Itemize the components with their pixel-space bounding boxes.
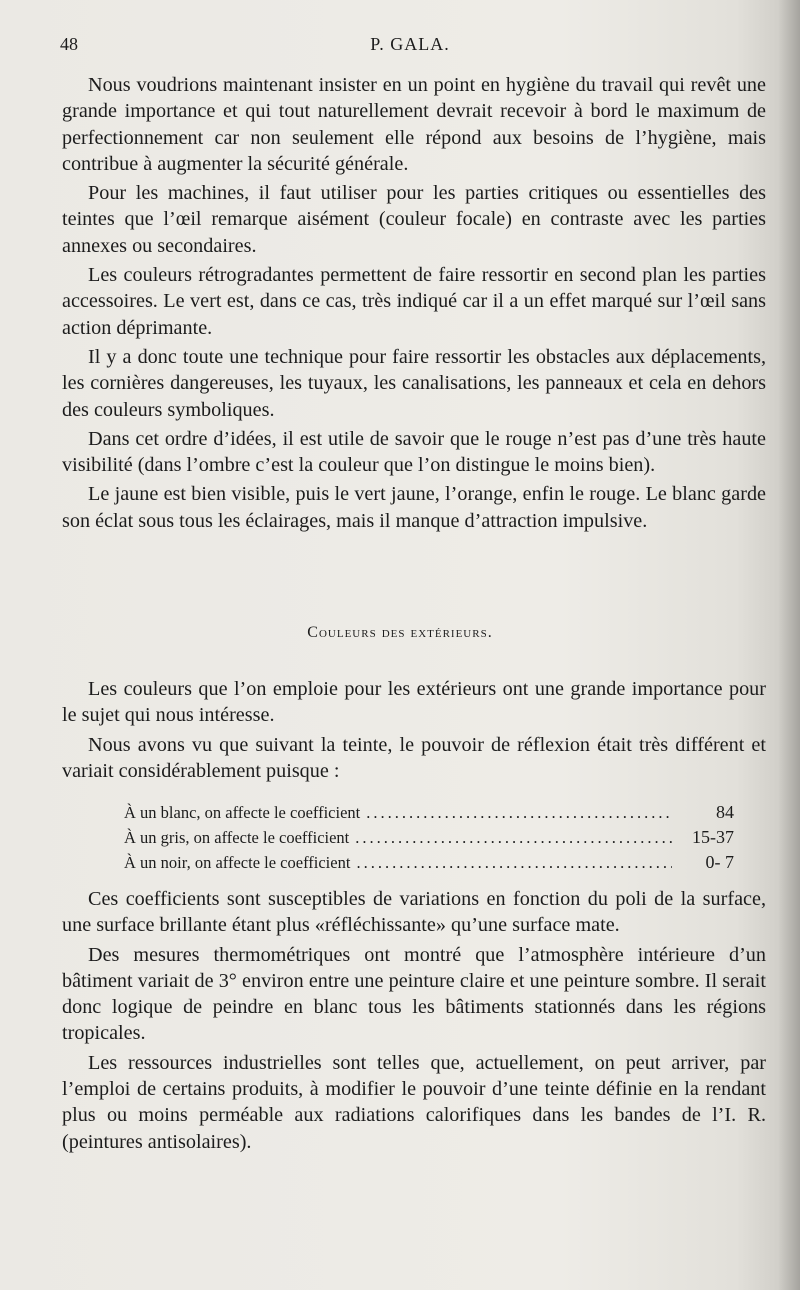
running-head: P. GALA.: [370, 34, 450, 54]
coefficient-row: [124, 825, 734, 850]
paragraph: Pour les machines, il faut utiliser pour les parties critiques ou essentielles des teintes que l’œil remarque aisément (couleur focale) en contraste avec les parties annexes ou secondaires.: [62, 182, 766, 257]
paragraph: Il y a donc toute une technique pour faire ressortir les obstacles aux déplacements, les cornières dangereuses, les tuyaux, les canalisations, les panneaux et cela en dehors des couleurs symboliques.: [62, 345, 766, 421]
body-text-top: [62, 72, 766, 537]
dot-leader: [355, 825, 672, 850]
body-text-middle: [62, 676, 766, 787]
coefficient-label: À un noir, on affecte le coefficient: [124, 853, 351, 872]
page-header: [60, 34, 760, 58]
paragraph: Nous avons vu que suivant la teinte, le pouvoir de réflexion était très différent et variait considérablement puisque :: [62, 733, 766, 782]
dot-leader: [356, 850, 672, 875]
paragraph: Les couleurs que l’on emploie pour les extérieurs ont une grande importance pour le sujet qui nous intéresse.: [62, 678, 766, 727]
dot-leader: [366, 800, 672, 825]
paragraph: Les ressources industrielles sont telles que, actuellement, on peut arriver, par l’emploi de certains produits, à modifier le pouvoir d’une teinte définie en la rendant plus ou moins perméable aux radiations calorifiques dans les bandes de l’I. R. (peintures antisolaires).: [62, 1051, 766, 1153]
page-edge-shadow: [778, 0, 800, 1290]
coefficient-value: 15-37: [692, 827, 734, 847]
coefficient-list: [124, 800, 734, 875]
paragraph: Nous voudrions maintenant insister en un point en hygiène du travail qui revêt une grande importance et qui tout naturellement devrait recevoir à bord le maximum de perfectionnement car non seulement elle répond aux besoins de l’hygiène, mais contribue à augmenter la sécurité générale.: [62, 74, 766, 175]
paragraph: Dans cet ordre d’idées, il est utile de savoir que le rouge n’est pas d’une très haute visibilité (dans l’ombre c’est la couleur que l’on distingue le moins bien).: [62, 427, 766, 477]
coefficient-label: À un gris, on affecte le coefficient: [124, 828, 350, 847]
paragraph: Le jaune est bien visible, puis le vert jaune, l’orange, enfin le rouge. Le blanc garde son éclat sous tous les éclairages, mais il manque d’attraction impulsive.: [62, 483, 766, 532]
section-heading-text: Couleurs des extérieurs.: [307, 624, 493, 641]
coefficient-value: 0- 7: [705, 852, 734, 872]
paragraph: Des mesures thermométriques ont montré que l’atmosphère intérieure d’un bâtiment variait de 3° environ entre une peinture claire et une peinture sombre. Il serait donc logique de peindre en blanc tous les bâtiments stationnés dans les régions tropicales.: [62, 943, 766, 1045]
paragraph: Les couleurs rétrogradantes permettent de faire ressortir en second plan les parties accessoires. Le vert est, dans ce cas, très indiqué car il a un effet marqué sur l’œil sans action déprimante.: [62, 264, 766, 339]
body-text-bottom: [62, 886, 766, 1158]
section-heading: [0, 624, 800, 642]
paragraph: Ces coefficients sont susceptibles de variations en fonction du poli de la surface, une surface brillante étant plus «réfléchissante» qu’une surface mate.: [62, 888, 766, 937]
coefficient-value: 84: [716, 802, 734, 822]
coefficient-label: À un blanc, on affecte le coefficient: [124, 803, 361, 822]
page-number: 48: [60, 34, 78, 54]
coefficient-row: [124, 850, 734, 875]
coefficient-row: [124, 800, 734, 825]
